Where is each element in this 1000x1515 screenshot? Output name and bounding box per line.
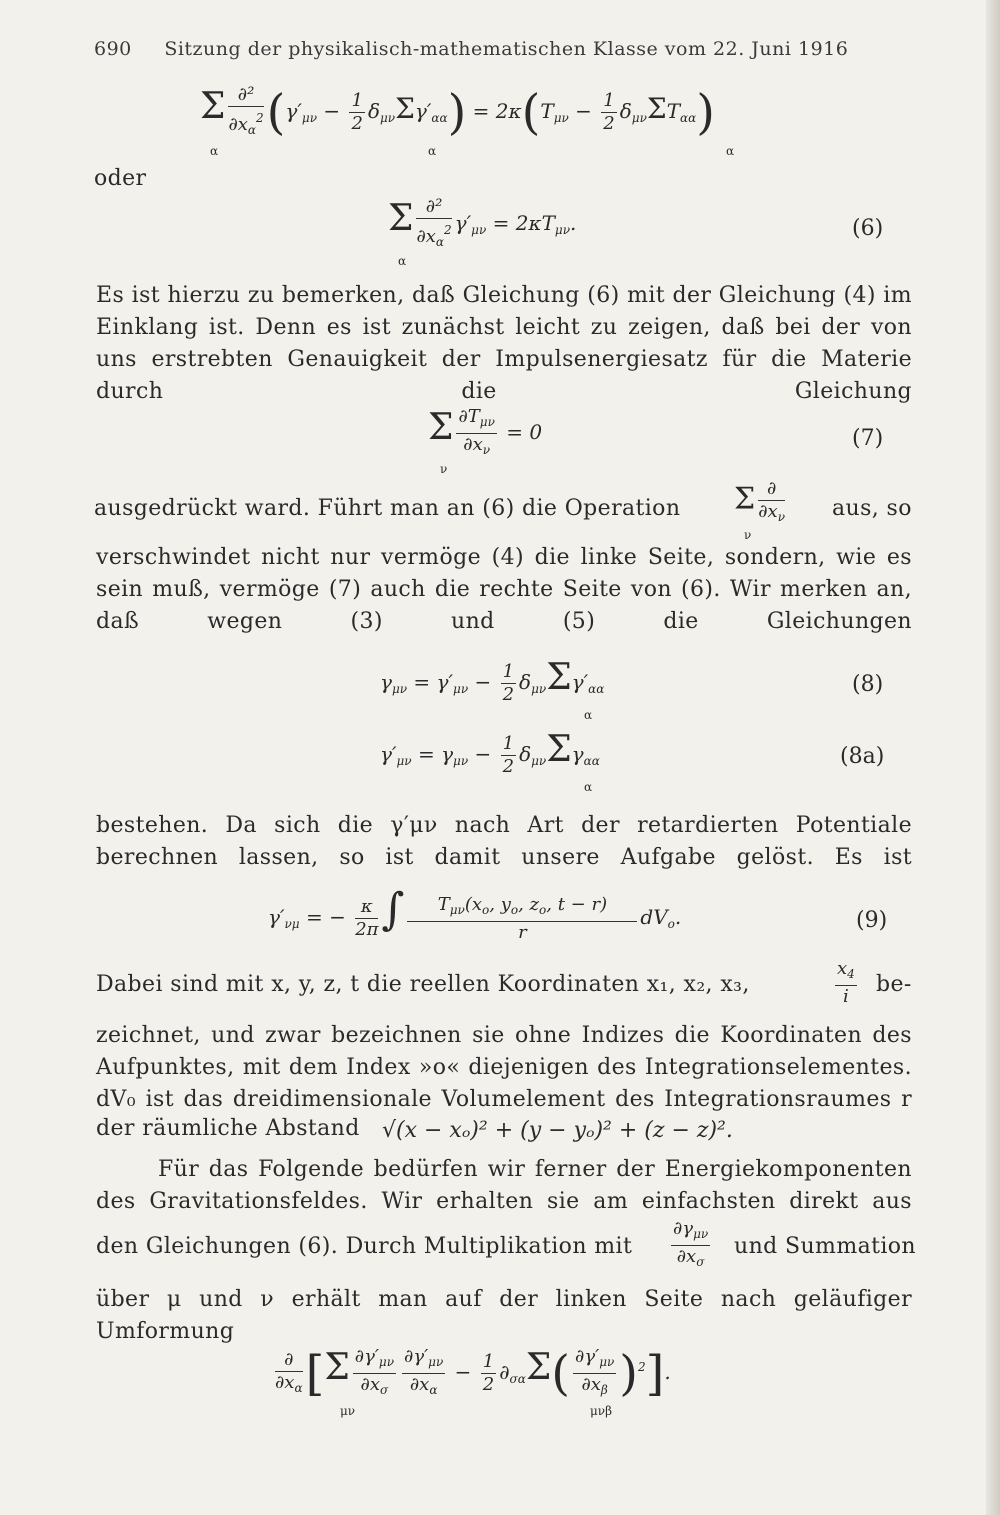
distance-sqrt: √(x − xₒ)² + (y − yₒ)² + (z − z)². xyxy=(382,1118,733,1143)
equation-number-9: (9) xyxy=(856,908,888,933)
page-number: 690 xyxy=(94,38,132,60)
text-oder: oder xyxy=(94,166,147,191)
fraction-dgamma-dx: $\frac{\partial\gamma_{\mu\nu}}{\partial x_\sigma}$ xyxy=(673,1218,709,1269)
equation-final: $\frac{\partial}{\partial x_\alpha}$ [Σ $\frac{\partial\gamma'_{\mu\nu}}{\partial x_\sigma}$ $\frac{\partial\gamma'_{\mu\nu}}{\partial x_\alpha}$ − $\frac{1}{2}$ $\partial_{\sigma\alpha}\Sigma$( $\frac{\partial\gamma'_{\mu\nu}}{\partial x_\beta}$ )$^2$]. xyxy=(275,1345,671,1402)
equation-number-8: (8) xyxy=(852,672,884,697)
paragraph-5-mid: den Gleichungen (6). Durch Multiplikation mit xyxy=(96,1234,633,1259)
paragraph-4-be: be- xyxy=(876,972,912,997)
paragraph-2-rest: verschwindet nicht nur vermöge (4) die linke Seite, sondern, wie es sein muß, vermöge (7) auch die rechte Seite von (6). Wir merken an, daß wegen (3) und (5) die Gleichungen xyxy=(96,545,912,634)
equation-number-8a: (8a) xyxy=(840,744,885,769)
equation-number-7: (7) xyxy=(852,426,884,451)
equation-8a: $\gamma'_{\mu\nu} = \gamma_{\mu\nu}$ − $\frac{1}{2}$ $\delta_{\mu\nu}\Sigma\gamma_{\alpha\alpha}$ xyxy=(380,729,600,777)
paragraph-1: Es ist hierzu zu bemerken, daß Gleichung (6) mit der Gleichung (4) im Einklang ist. Denn es ist zunächst leicht zu zeigen, daß bei der von uns erstrebten Genauigkeit der Impulsenergiesatz für die Materie durch die Gleichung xyxy=(96,283,912,404)
operation-sum-d-dx: Σ $\frac{\partial}{\partial x_\nu}$ xyxy=(734,478,785,524)
paragraph-5-und: und Summation xyxy=(734,1234,916,1259)
equation-9: $\gamma'_{\nu\mu}$ = − $\frac{\kappa}{2\pi}$ ∫ $\frac{T_{\mu\nu}(x_o, y_o, z_o, t - r)}{r}$ $dV_o$. xyxy=(268,884,682,943)
equation-7: Σ $\frac{\partial T_{\mu\nu}}{\partial x_\nu}$ = 0 xyxy=(428,406,543,457)
paragraph-4-abstand: der räumliche Abstand xyxy=(96,1116,360,1141)
equation-top: Σ $\frac{\text{∂²}}{\partial x_\alpha^2}$ ($\gamma'_{\mu\nu}$ − $\frac{1}{2}$ $\delta_{\mu\nu}\Sigma\gamma'_{\alpha\alpha}) = 2\kappa(T_{\mu\nu}$ − $\frac{1}{2}$ $\delta_{\mu\nu}\Sigma T_{\alpha\alpha}$) xyxy=(200,84,715,141)
fraction-x4-over-i: $\frac{x_4}{i}$ xyxy=(837,958,855,1007)
page-edge xyxy=(986,0,1000,1515)
paragraph-5-rest: über μ und ν erhält man auf der linken Seite nach geläufiger Umformung xyxy=(96,1287,912,1344)
paragraph-2-start: ausgedrückt ward. Führt man an (6) die Operation xyxy=(94,496,681,521)
equation-8: $\gamma_{\mu\nu} = \gamma'_{\mu\nu}$ − $\frac{1}{2}$ $\delta_{\mu\nu}\Sigma\gamma'_{\alpha\alpha}$ xyxy=(380,657,605,705)
paragraph-2-aus: aus, so xyxy=(832,496,912,521)
paragraph-5: Für das Folgende bedürfen wir ferner der Energiekomponenten des Gravitationsfeldes. Wir erhalten sie am einfachsten direkt aus xyxy=(96,1157,912,1214)
paragraph-4-rest: zeichnet, und zwar bezeichnen sie ohne Indizes die Koordinaten des Aufpunktes, mit dem Index »o« diejenigen des Integrationselementes. dV₀ ist das dreidimensionale Volumelement des Integrationsraumes r xyxy=(96,1023,912,1112)
paragraph-3: bestehen. Da sich die γ′μν nach Art der retardierten Potentiale berechnen lassen, so ist damit unsere Aufgabe gelöst. Es ist xyxy=(96,813,912,870)
paragraph-4-start: Dabei sind mit x, y, z, t die reellen Koordinaten x₁, x₂, x₃, xyxy=(96,972,750,997)
equation-6: Σ $\frac{\text{∂²}}{\partial x_\alpha^2}$ $\gamma'_{\mu\nu} = 2\kappa T_{\mu\nu}$. xyxy=(388,196,577,249)
running-title: Sitzung der physikalisch-mathematischen Klasse vom 22. Juni 1916 xyxy=(164,38,849,60)
running-header xyxy=(94,38,894,60)
equation-number-6: (6) xyxy=(852,216,884,241)
